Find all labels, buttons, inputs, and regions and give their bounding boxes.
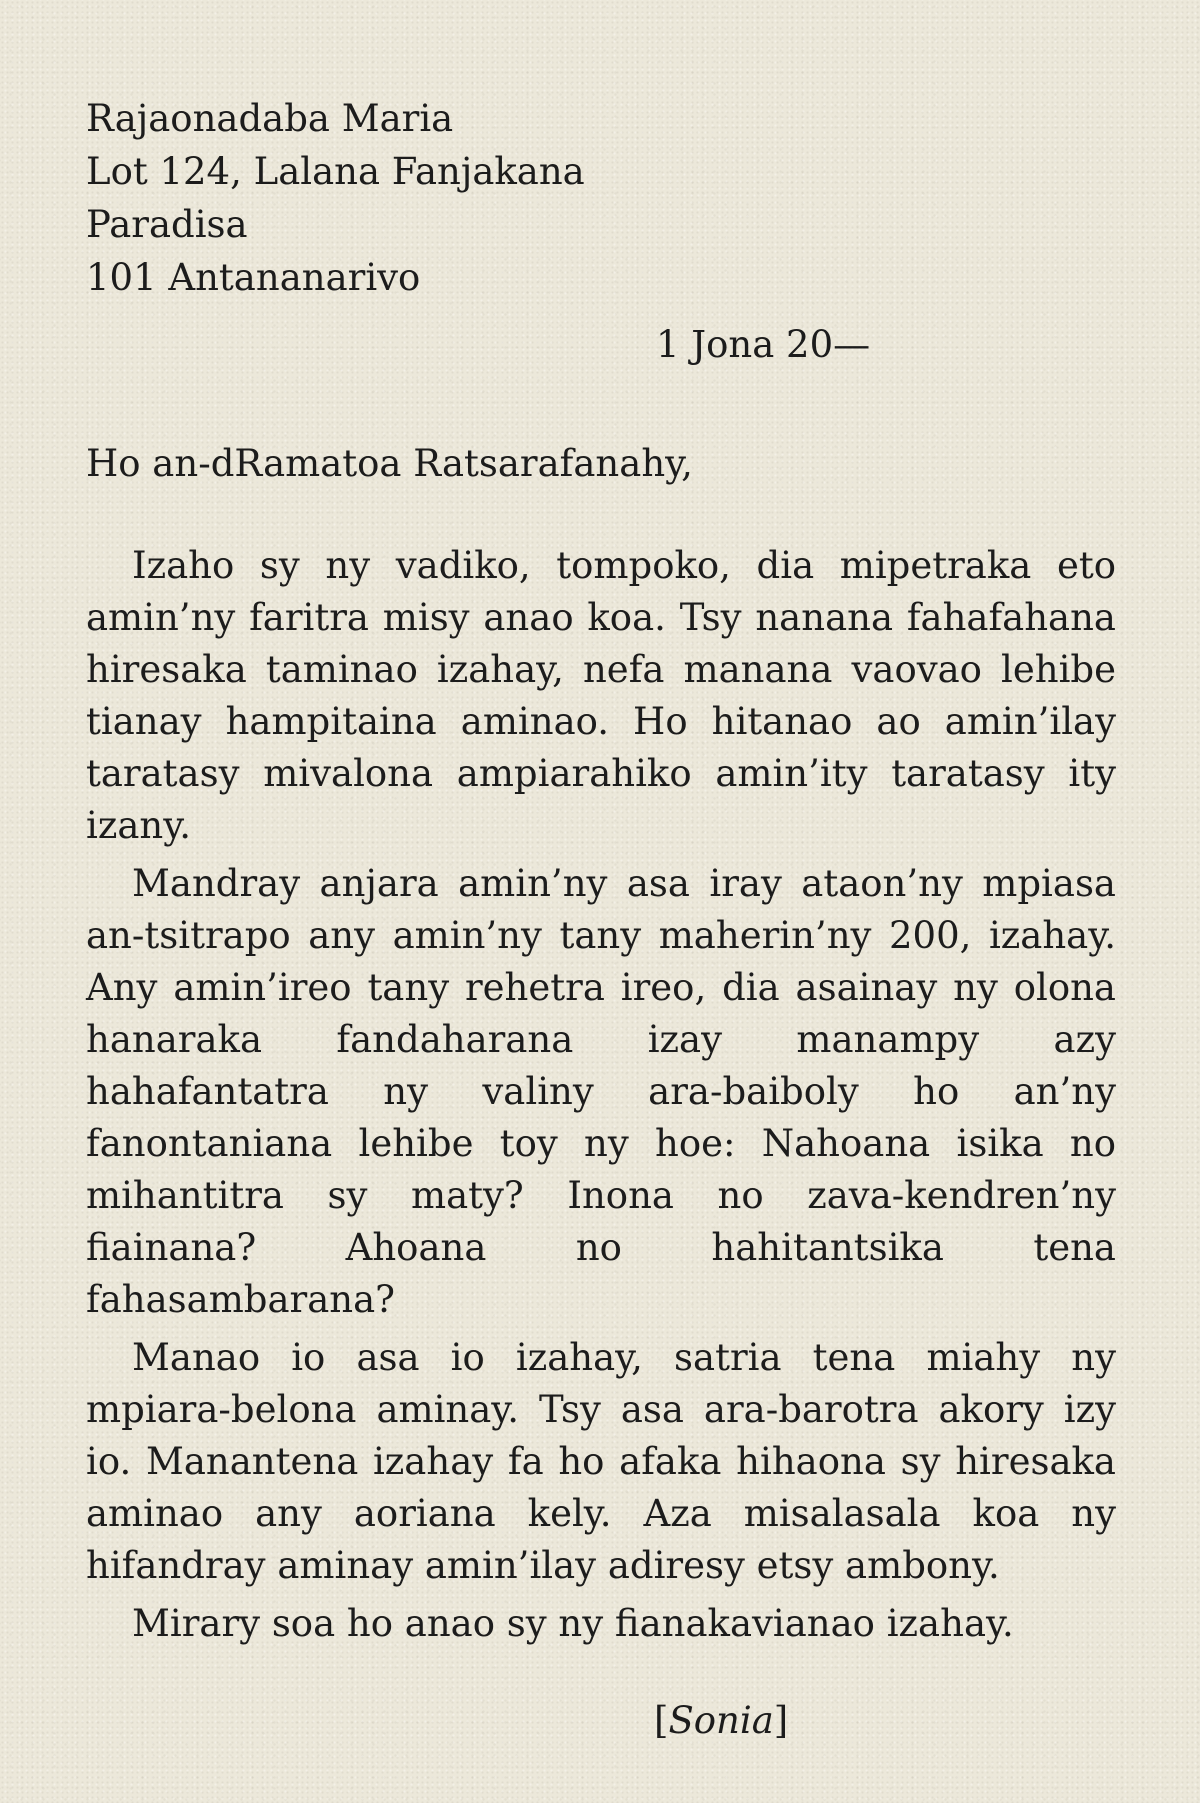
salutation: Ho an-dRamatoa Ratsarafanahy,: [86, 442, 693, 485]
letter-date: 1 Jona 20—: [656, 323, 871, 366]
sender-district: Paradisa: [86, 203, 248, 246]
signature: [86, 1694, 1116, 1747]
signature-close-bracket: ]: [773, 1699, 789, 1742]
letter: [86, 92, 1116, 1747]
sender-name: Rajaonadaba Maria: [86, 97, 454, 140]
body-paragraph-3: Manao io asa io izahay, satria tena miahy ny mpiara-belona aminay. Tsy asa ara-barotra akory izy io. Manantena izahay fa ho afaka hihaona sy hiresaka aminao any aoriana kely. Aza misalasala koa ny hifandray aminay amin’ilay adiresy etsy ambony.: [86, 1336, 1116, 1587]
sender-street: Lot 124, Lalana Fanjakana: [86, 150, 585, 193]
signature-name: Sonia: [668, 1699, 774, 1742]
letter-body: [86, 540, 1116, 1650]
body-paragraph-2: Mandray anjara amin’ny asa iray ataon’ny mpiasa an-tsitrapo any amin’ny tany maherin’ny 200, izahay. Any amin’ireo tany rehetra ireo, dia asainay ny olona hanaraka fandaharana izay manampy azy hahafantatra ny valiny ara-baiboly ho an’ny fanontaniana lehibe toy ny hoe: Nahoana isika no mihantitra sy maty? Inona no zava-kendren’ny fiainana? Ahoana no hahitantsika tena fahasambarana?: [86, 862, 1116, 1321]
signature-open-bracket: [: [654, 1699, 669, 1742]
sender-address: [86, 92, 1116, 304]
body-paragraph-1: Izaho sy ny vadiko, tompoko, dia mipetraka eto amin’ny faritra misy anao koa. Tsy nanana fahafahana hiresaka taminao izahay, nefa manana vaovao lehibe tianay hampitaina aminao. Ho hitanao ao amin’ilay taratasy mivalona ampiarahiko amin’ity taratasy ity izany.: [86, 544, 1116, 847]
closing-line: Mirary soa ho anao sy ny fianakavianao izahay.: [132, 1602, 1014, 1645]
sender-city: 101 Antananarivo: [86, 256, 421, 299]
